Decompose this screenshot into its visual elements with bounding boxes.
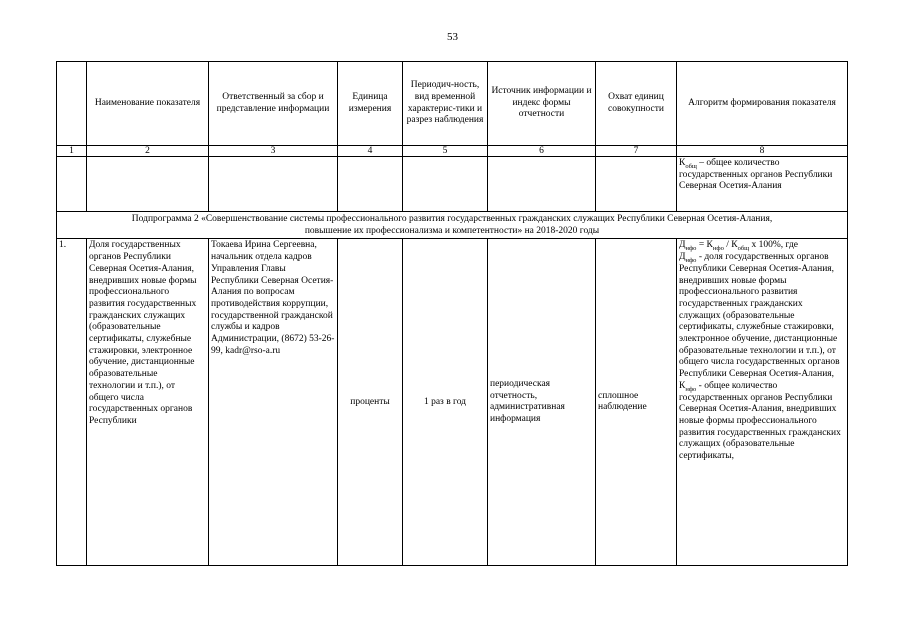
algorithm-formula: $Д_{нфо} = К_{нфо} / К_{общ}$ x 100%, где bbox=[679, 240, 799, 253]
unit-of-measure: проценты bbox=[338, 239, 403, 566]
continuation-row bbox=[57, 157, 848, 212]
column-number: 6 bbox=[488, 146, 596, 157]
column-number: 3 bbox=[209, 146, 338, 157]
table-row bbox=[57, 239, 848, 566]
header-cell-number bbox=[57, 62, 87, 146]
header-cell-periodicity: Периодич-ность, вид временной характерис-тики и разрез наблюдения bbox=[403, 62, 488, 146]
continuation-algorithm-cell: $К_{общ}$ – общее количество государственных органов Республики Северная Осетия-Алания bbox=[677, 157, 848, 212]
header-cell-unit: Единица измерения bbox=[338, 62, 403, 146]
coverage: сплошное наблюдение bbox=[596, 239, 677, 566]
indicator-table bbox=[56, 61, 848, 566]
column-number: 4 bbox=[338, 146, 403, 157]
column-number: 1 bbox=[57, 146, 87, 157]
header-row bbox=[57, 62, 848, 146]
algorithm-cell bbox=[677, 239, 848, 566]
column-number: 7 bbox=[596, 146, 677, 157]
periodicity: 1 раз в год bbox=[403, 239, 488, 566]
page-number: 53 bbox=[447, 31, 458, 43]
subprogram-row bbox=[57, 212, 848, 239]
header-cell-source: Источник информации и индекс формы отчетности bbox=[488, 62, 596, 146]
column-number: 5 bbox=[403, 146, 488, 157]
information-source: периодическая отчетность, административная информация bbox=[488, 239, 596, 566]
indicator-name: Доля государственных органов Республики Северная Осетия-Алания, внедривших новые формы профессионального развития государственных гражданских служащих (образовательные сертификаты, служебные стажировки, электронное обучение, дистанционные образовательные технологии и т.п.), от общего числа государственных органов Республики bbox=[87, 239, 209, 566]
row-number: 1. bbox=[57, 239, 87, 566]
header-cell-coverage: Охват единиц совокупности bbox=[596, 62, 677, 146]
algorithm-definition-k: $К_{нфо}$ - общее количество государственных органов Республики Северная Осетия-Алания, внедривших новые формы профессионального развития государственных гражданских служащих (образовательные сертификаты, bbox=[679, 380, 841, 462]
header-cell-algorithm: Алгоритм формирования показателя bbox=[677, 62, 848, 146]
algorithm-definition-d: $Д_{нфо}$ - доля государственных органов Республики Северная Осетия-Алания, внедривших новые формы профессионального развития государственных гражданских служащих (образовательные сертификаты, служебные стажировки, электронное обучение, дистанционные образовательные технологии и т.п.), от общего числа государственных органов Республики Северная Осетия-Алания, bbox=[679, 252, 840, 380]
header-cell-name: Наименование показателя bbox=[87, 62, 209, 146]
header-cell-responsible: Ответственный за сбор и представление информации bbox=[209, 62, 338, 146]
subprogram-title: Подпрограмма 2 «Совершенствование системы профессионального развития государственных гражданских служащих Республики Северная Осетия-Алания, повышение их профессионализма и компетентности» на 2018-2020 годы bbox=[57, 212, 848, 239]
column-number: 8 bbox=[677, 146, 848, 157]
column-number: 2 bbox=[87, 146, 209, 157]
responsible-person: Токаева Ирина Сергеевна, начальник отдела кадров Управления Главы Республики Северная Осетия-Алания по вопросам противодействия коррупции, государственной гражданской службы и кадров Администрации, (8672) 53-26-99, kadr@rso-a.ru bbox=[209, 239, 338, 566]
column-number-row bbox=[57, 146, 848, 157]
